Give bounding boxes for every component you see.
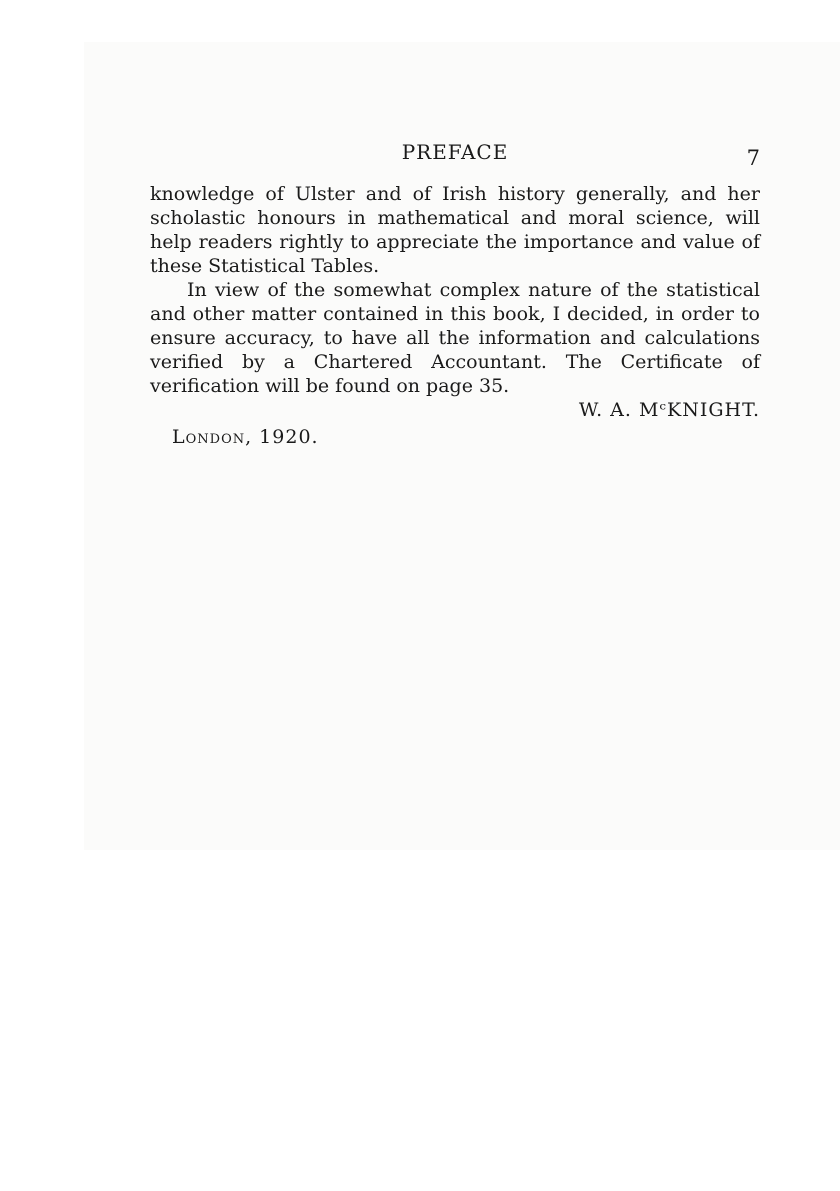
place-date-line: London, 1920. (172, 426, 319, 448)
running-head (150, 140, 760, 170)
author-signature: W. A. MᶜKNIGHT. (578, 399, 760, 421)
paragraph-verification: In view of the somewhat complex nature of the statistical and other matter contained in this book, I decided, in order to ensure accuracy, to have all the information and calculations verified by a Chartered Accountant. The Certificate of verification will be found on page 35. (150, 279, 760, 397)
page-number: 7 (746, 146, 760, 170)
preface-body (150, 182, 760, 398)
page-title: PREFACE (401, 140, 509, 164)
paragraph-continuation: knowledge of Ulster and of Irish history generally, and her scholastic honours in mathematical and moral science, will help readers rightly to appreciate the importance and value of these Statistical Tables. (150, 183, 760, 277)
